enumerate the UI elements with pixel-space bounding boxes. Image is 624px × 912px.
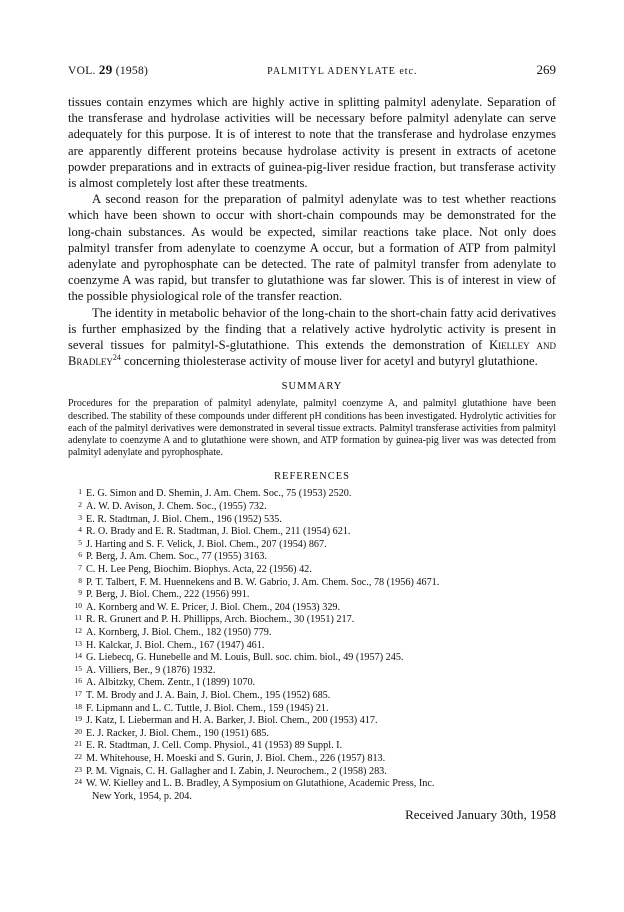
reference-citation: A. Villiers, Ber., 9 (1876) 1932. <box>86 664 216 676</box>
reference-citation: J. Harting and S. F. Velick, J. Biol. Chem., 207 (1954) 867. <box>86 538 327 550</box>
reference-number: 12 <box>74 626 82 635</box>
page-number: 269 <box>536 62 556 77</box>
reference-text <box>86 715 556 728</box>
reference-number: 11 <box>74 613 82 623</box>
reference-citation: A. Kornberg and W. E. Pricer, J. Biol. Chem., 204 (1953) 329. <box>86 601 341 613</box>
journal-page <box>68 62 556 823</box>
reference-citation: E. R. Stadtman, J. Cell. Comp. Physiol., 41 (1953) 89 Suppl. I. <box>86 740 343 752</box>
reference-number: 21 <box>74 739 82 749</box>
reference-citation: P. Berg, J. Biol. Chem., 222 (1956) 991. <box>86 589 250 601</box>
reference-item <box>68 652 556 665</box>
paragraph-3-text-b: concerning thiolesterase activity of mouse liver for acetyl and butyryl glutathione. <box>120 354 538 369</box>
paragraph-1: tissues contain enzymes which are highly active in splitting palmityl adenylate. Separation of the transferase and hydrolase activities will be necessary before palmityl adenylate can serve adequately for this purpose. It is of interest to note that the transferase and hydrolase enzymes are apparently different proteins because hydrolase activity is present in extracts of acetone powder preparations and in extracts of guinea-pig-liver residue fraction, but transferase activity is almost completely lost after these treatments. <box>68 95 556 191</box>
reference-text <box>86 778 556 803</box>
references-heading: REFERENCES <box>274 471 350 483</box>
reference-text <box>86 589 556 602</box>
reference-number: 17 <box>74 688 82 698</box>
reference-number: 3 <box>78 512 82 522</box>
summary-heading: SUMMARY <box>281 381 343 393</box>
reference-citation: E. J. Racker, J. Biol. Chem., 190 (1951) 685. <box>86 727 269 739</box>
citation-superscript: 24 <box>112 353 121 363</box>
reference-number: 10 <box>74 600 82 610</box>
reference-item <box>68 753 556 766</box>
volume-year: (1958) <box>115 65 149 77</box>
reference-citation: J. Katz, I. Lieberman and H. A. Barker, J. Biol. Chem., 200 (1953) 417. <box>86 715 378 727</box>
reference-text <box>86 577 556 590</box>
reference-text <box>86 728 556 741</box>
reference-citation: A. Albitzky, Chem. Zentr., I (1899) 1070. <box>86 677 256 689</box>
reference-item <box>68 740 556 753</box>
reference-number: 4 <box>78 525 82 535</box>
reference-text <box>86 740 556 753</box>
reference-text <box>86 539 556 552</box>
reference-citation: A. W. D. Avison, J. Chem. Soc., (1955) 732. <box>86 501 267 513</box>
reference-citation: C. H. Lee Peng, Biochim. Biophys. Acta, 22 (1956) 42. <box>86 564 312 576</box>
reference-item <box>68 614 556 627</box>
reference-number: 9 <box>78 588 82 598</box>
reference-text <box>86 652 556 665</box>
reference-text <box>86 501 556 514</box>
reference-list <box>68 488 556 803</box>
reference-item <box>68 703 556 716</box>
reference-item <box>68 665 556 678</box>
reference-citation-continued: New York, 1954, p. 204. <box>92 790 192 802</box>
reference-citation: H. Kalckar, J. Biol. Chem., 167 (1947) 461. <box>86 639 265 651</box>
reference-text <box>86 753 556 766</box>
reference-number: 22 <box>74 751 82 761</box>
reference-number: 23 <box>74 764 82 774</box>
reference-number: 20 <box>74 726 82 736</box>
volume-info <box>68 62 148 78</box>
reference-text <box>86 627 556 640</box>
reference-item <box>68 677 556 690</box>
reference-number: 15 <box>74 663 82 673</box>
reference-text <box>86 677 556 690</box>
received-date: Received January 30th, 1958 <box>405 807 556 823</box>
reference-citation: P. Berg, J. Am. Chem. Soc., 77 (1955) 3163. <box>86 551 267 563</box>
running-title: PALMITYL ADENYLATE etc. <box>267 66 418 77</box>
cited-authors: Kielley and Bradley <box>68 338 556 369</box>
reference-item <box>68 501 556 514</box>
reference-citation: F. Lipmann and L. C. Tuttle, J. Biol. Chem., 159 (1945) 21. <box>86 702 329 714</box>
reference-number: 7 <box>78 563 82 573</box>
reference-item <box>68 589 556 602</box>
reference-citation: A. Kornberg, J. Biol. Chem., 182 (1950) 779. <box>86 627 272 638</box>
running-header <box>68 62 556 78</box>
paragraph-2: A second reason for the preparation of palmityl adenylate was to test whether reactions which have been shown to occur with short-chain compounds may be demonstrated for the long-chain substances. As would be expected, similar reactions take place. Not only does palmityl transfer from adenylate to coenzyme A occur, but a formation of ATP from palmityl adenylate and pyrophosphate can be detected. The rate of palmityl transfer from adenylate to coenzyme A was rapid, but transfer to glutathione was far slower. This is of interest in view of the possible physiological role of the transfer reaction. <box>68 192 556 304</box>
reference-item <box>68 778 556 803</box>
reference-item <box>68 728 556 741</box>
reference-item <box>68 551 556 564</box>
reference-text <box>86 564 556 577</box>
reference-item <box>68 488 556 501</box>
reference-item <box>68 690 556 703</box>
reference-text <box>86 514 556 527</box>
reference-text <box>86 614 556 627</box>
reference-number: 24 <box>74 777 82 787</box>
reference-citation: G. Liebecq, G. Hunebelle and M. Louis, Bull. soc. chim. biol., 49 (1957) 245. <box>86 652 404 664</box>
reference-text <box>86 488 556 501</box>
reference-text <box>86 602 556 615</box>
reference-number: 6 <box>78 550 82 560</box>
reference-item <box>68 526 556 539</box>
reference-citation: P. M. Vignais, C. H. Gallagher and I. Zabin, J. Neurochem., 2 (1958) 283. <box>86 765 387 777</box>
reference-item <box>68 577 556 590</box>
reference-citation: T. M. Brody and J. A. Bain, J. Biol. Chem., 195 (1952) 685. <box>86 689 331 701</box>
reference-citation: R. R. Grunert and P. H. Phillipps, Arch. Biochem., 30 (1951) 217. <box>86 614 355 626</box>
reference-citation: P. T. Talbert, F. M. Huennekens and B. W. Gabrio, J. Am. Chem. Soc., 78 (1956) 4671. <box>86 576 440 588</box>
body-text <box>68 94 556 369</box>
reference-number: 14 <box>74 651 82 661</box>
reference-number: 13 <box>74 638 82 648</box>
reference-item <box>68 564 556 577</box>
reference-citation: M. Whitehouse, H. Moeski and S. Gurin, J. Biol. Chem., 226 (1957) 813. <box>86 752 386 764</box>
reference-text <box>86 665 556 678</box>
reference-item <box>68 602 556 615</box>
reference-text <box>86 766 556 779</box>
volume-number: 29 <box>98 62 113 77</box>
reference-item <box>68 627 556 640</box>
reference-citation: R. O. Brady and E. R. Stadtman, J. Biol. Chem., 211 (1954) 621. <box>86 526 351 538</box>
reference-citation: E. G. Simon and D. Shemin, J. Am. Chem. Soc., 75 (1953) 2520. <box>86 488 352 500</box>
reference-text <box>86 526 556 539</box>
reference-item <box>68 514 556 527</box>
reference-number: 19 <box>74 714 82 724</box>
reference-number: 16 <box>74 676 82 686</box>
reference-citation: E. R. Stadtman, J. Biol. Chem., 196 (1952) 535. <box>86 513 282 525</box>
reference-text <box>86 551 556 564</box>
reference-item <box>68 715 556 728</box>
reference-number: 1 <box>78 487 82 497</box>
reference-text <box>86 703 556 716</box>
reference-number: 5 <box>78 537 82 547</box>
summary-text: Procedures for the preparation of palmityl adenylate, palmityl coenzyme A, and palmityl glutathione have been described. The stability of these compounds under different pH conditions has been investigated. Hydrolytic activities for each of the palmityl derivatives were demonstrated in several tissue extracts. Palmityl transferase activities from palmityl adenylate to coenzyme A and to glutathione were shown, and ATP formation by guinea-pig liver was was detected from palmityl adenylate and pyrophosphate. <box>68 398 556 459</box>
volume-prefix: VOL. <box>68 65 96 77</box>
reference-item <box>68 539 556 552</box>
reference-number: 8 <box>78 575 82 585</box>
reference-number: 2 <box>78 500 82 510</box>
paragraph-3-text-a: The identity in metabolic behavior of the long-chain to the short-chain fatty acid derivatives is further emphasized by the finding that a relatively active hydrolytic activity is present in several tissues for palmityl-S-glutathione. This extends the demonstration of <box>68 305 556 353</box>
reference-item <box>68 640 556 653</box>
reference-citation: W. W. Kielley and L. B. Bradley, A Symposium on Glutathione, Academic Press, Inc. <box>86 778 435 790</box>
reference-text <box>86 640 556 653</box>
paragraph-3 <box>68 305 556 370</box>
reference-text <box>86 690 556 703</box>
reference-item <box>68 766 556 779</box>
reference-number: 18 <box>74 701 82 711</box>
